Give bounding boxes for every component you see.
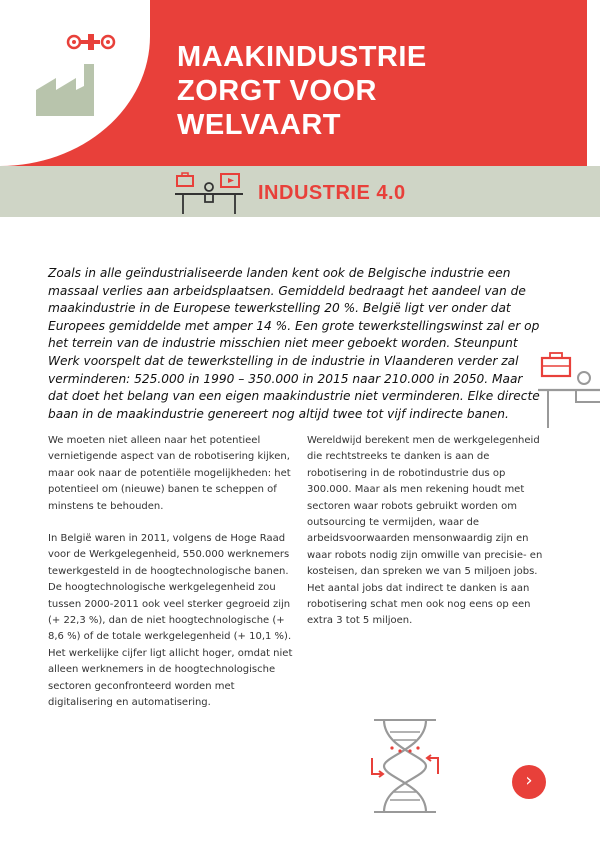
gear-wrench-icon (66, 30, 118, 54)
title-line-3: WELVAART (177, 109, 342, 141)
factory-icon (34, 56, 104, 118)
workstation-icon (175, 172, 243, 216)
page-title (177, 40, 577, 142)
dna-icon (370, 718, 440, 814)
right-paragraph-1: Wereldwijd berekent men de werkgelegenheid die rechtstreeks te danken is aan de robotisering in de robotindustrie dus op 300.000. Maar als men rekening houdt met sectoren waar robots gebruikt worden om outsourcing te vermijden, waar de arbeidsvoorwaarden mensonwaardig zijn en waar robots nodig zijn omwille van precisie- en kosteisen, dan spreken we van 5 miljoen jobs. Het aantal jobs dat indirect te danken is aan robotisering schat men ook nog eens op een extra 3 tot 5 miljoen. (307, 435, 543, 627)
left-paragraph-2: In België waren in 2011, volgens de Hoge Raad voor de Werkgelegenheid, 550.000 werknemers tewerkgesteld in de hoogtechnologische banen. De hoogtechnologische werkgelegenheid zou tussen 2000-2011 ook veel sterker gegroeid zijn (+ 22,3 %), dan de niet hoogtechnologische (+ 8,6 %) of de totale werkgelegenheid (+ 10,1 %). Het werkelijke cijfer ligt allicht hoger, omdat niet alleen werknemers in de hoogtechnologische sectoren geconfronteerd worden met digitalisering en automatisering. (48, 533, 293, 709)
left-column (48, 433, 293, 728)
side-workstation-icon (538, 350, 600, 430)
next-page-button[interactable]: › (512, 765, 546, 799)
title-line-2: ZORGT VOOR (177, 75, 377, 107)
section-label: INDUSTRIE 4.0 (258, 182, 406, 204)
intro-paragraph: Zoals in alle geïndustrialiseerde landen kent ook de Belgische industrie een massaal verlies aan arbeidsplaatsen. Gemiddeld bedraagt het aandeel van de maakindustrie in de Europese tewerkstelling 20 %. België ligt ver onder dat Europees gemiddelde met amper 14 %. Een grote tewerkstellingswinst zal er op het terrein van de industrie misschien niet meer geboekt worden. Steunpunt Werk voorspelt dat de tewerkstelling in de industrie in Vlaanderen verder zal verminderen: 525.000 in 1990 – 350.000 in 2015 naar 210.000 in 2050. Maar dat doet het belang van een eigen maakindustrie niet verminderen. Elke directe baan in de maakindustrie genereert nog altijd twee tot vijf indirecte banen. (48, 266, 540, 421)
left-paragraph-1: We moeten niet alleen naar het potentieel vernietigende aspect van de robotisering kijken, maar ook naar de potentiële mogelijkheden: het potentieel om (nieuwe) banen te scheppen of minstens te behouden. (48, 435, 291, 512)
right-column (307, 433, 552, 646)
title-line-1: MAAKINDUSTRIE (177, 41, 427, 73)
